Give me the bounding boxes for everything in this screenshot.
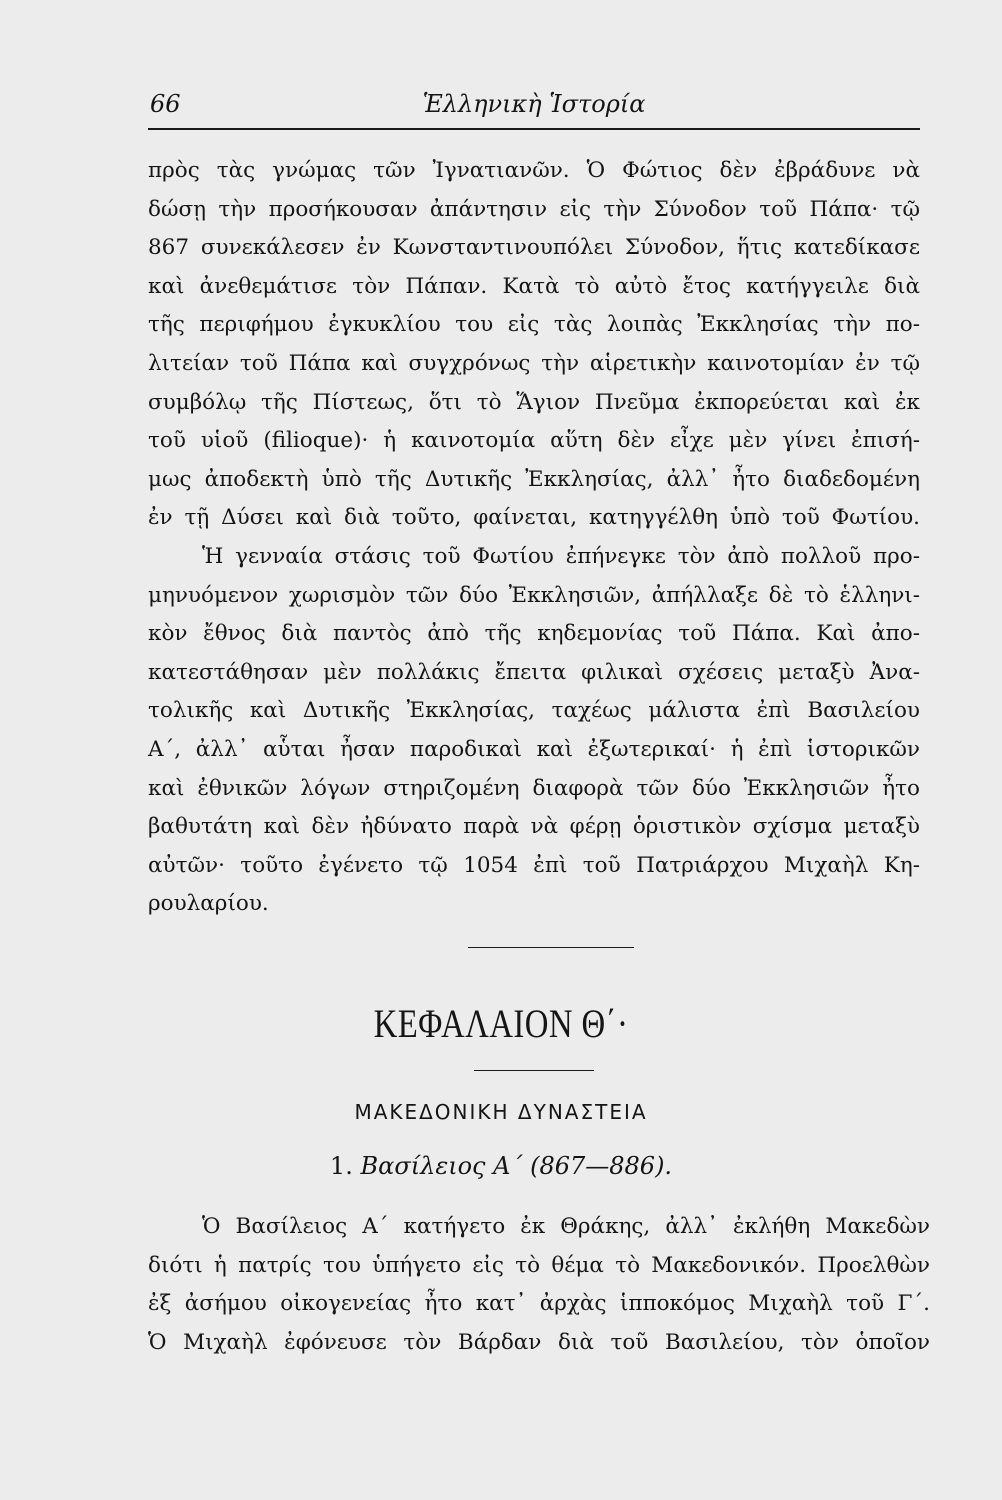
text-line: πρὸς τὰς γνώμας τῶν Ἰγνατιανῶν. Ὁ Φώτιος δὲν ἐβράδυνε νὰ — [148, 158, 920, 183]
text-line: τολικῆς καὶ Δυτικῆς Ἐκκλησίας, ταχέως μάλιστα ἐπὶ Βασιλείου — [148, 698, 920, 724]
text-line: Α΄, ἀλλ᾽ αὗται ἦσαν παροδικαὶ καὶ ἐξωτερικαί· ἡ ἐπὶ ἱστορικῶν — [148, 736, 920, 762]
text-line: 867 συνεκάλεσεν ἐν Κωνσταντινουπόλει Σύνοδον, ἥτις κατεδίκασε — [148, 235, 920, 261]
text-line: συμβόλῳ τῆς Πίστεως, ὅτι τὸ Ἅγιον Πνεῦμα ἐκπορεύεται καὶ ἐκ — [148, 389, 920, 415]
chapter-title: ΚΕΦΑΛΑΙΟΝ Θ΄· — [373, 1001, 629, 1046]
main-text-block — [148, 152, 920, 924]
page-number: 66 — [150, 90, 181, 118]
text-line: τοῦ υἱοῦ (filioque)· ἡ καινοτομία αὕτη δὲν εἶχε μὲν γίνει ἐπισή- — [148, 428, 920, 454]
text-line: διότι ἡ πατρίς του ὑπήγετο εἰς τὸ θέμα τὸ Μακεδονικόν. Προελθὼν — [148, 1252, 930, 1278]
section-heading — [0, 1152, 1002, 1180]
paragraph-start-line: Ὁ Βασίλειος Α΄ κατήγετο ἐκ Θράκης, ἀλλ᾽ ἐκλήθη Μακεδὼν — [202, 1214, 930, 1239]
running-header — [148, 88, 920, 130]
text-line: κὸν ἔθνος διὰ παντὸς ἀπὸ τῆς κηδεμονίας τοῦ Πάπα. Καὶ ἀπο- — [148, 621, 920, 647]
running-title: Ἑλληνικὴ Ἱστορία — [422, 90, 646, 118]
text-line: ἐν τῇ Δύσει καὶ διὰ τοῦτο, φαίνεται, κατηγγέλθη ὑπὸ τοῦ Φωτίου. — [148, 505, 920, 531]
text-line: δώσῃ τὴν προσήκουσαν ἀπάντησιν εἰς τὴν Σύνοδον τοῦ Πάπα· τῷ — [148, 196, 920, 222]
text-line: καὶ ἐθνικῶν λόγων στηριζομένη διαφορὰ τῶν δύο Ἐκκλησιῶν ἦτο — [148, 775, 920, 801]
text-line: αὐτῶν· τοῦτο ἐγένετο τῷ 1054 ἐπὶ τοῦ Πατριάρχου Μιχαὴλ Κη- — [148, 852, 920, 878]
section-text-block — [148, 1208, 930, 1362]
text-line: ἐξ ἀσήμου οἰκογενείας ἦτο κατ᾽ ἀρχὰς ἱπποκόμος Μιχαὴλ τοῦ Γ΄. — [148, 1291, 930, 1317]
section-number: 1. — [329, 1152, 353, 1180]
text-line: μως ἀποδεκτὴ ὑπὸ τῆς Δυτικῆς Ἐκκλησίας, ἀλλ᾽ ἦτο διαδεδομένη — [148, 466, 920, 492]
section-name: Βασίλειος Α΄ (867—886). — [360, 1152, 673, 1180]
text-line: ρουλαρίου. — [148, 891, 269, 917]
text-line: μηνυόμενον χωρισμὸν τῶν δύο Ἐκκλησιῶν, ἀπήλλαξε δὲ τὸ ἑλληνι- — [148, 582, 920, 608]
text-line: λιτείαν τοῦ Πάπα καὶ συγχρόνως τὴν αἱρετικὴν καινοτομίαν ἐν τῷ — [148, 350, 920, 376]
chapter-underline — [474, 1070, 594, 1071]
separator-rule — [468, 947, 634, 948]
text-line: κατεστάθησαν μὲν πολλάκις ἔπειτα φιλικαὶ σχέσεις μεταξὺ Ἀνα- — [148, 659, 920, 685]
text-line: καὶ ἀνεθεμάτισε τὸν Πάπαν. Κατὰ τὸ αὐτὸ ἔτος κατήγγειλε διὰ — [148, 273, 920, 299]
text-line: τῆς περιφήμου ἐγκυκλίου του εἰς τὰς λοιπὰς Ἐκκλησίας τὴν πο- — [148, 312, 920, 338]
paragraph-start-line: Ἡ γενναία στάσις τοῦ Φωτίου ἐπήνεγκε τὸν ἀπὸ πολλοῦ προ- — [202, 543, 920, 569]
text-line: βαθυτάτη καὶ δὲν ἠδύνατο παρὰ νὰ φέρῃ ὁριστικὸν σχίσμα μεταξὺ — [148, 814, 920, 840]
dynasty-heading: ΜΑΚΕΔΟΝΙΚΗ ΔΥΝΑΣΤΕΙΑ — [354, 1100, 648, 1124]
text-line: Ὁ Μιχαὴλ ἐφόνευσε τὸν Βάρδαν διὰ τοῦ Βασιλείου, τὸν ὁποῖον — [148, 1329, 930, 1355]
